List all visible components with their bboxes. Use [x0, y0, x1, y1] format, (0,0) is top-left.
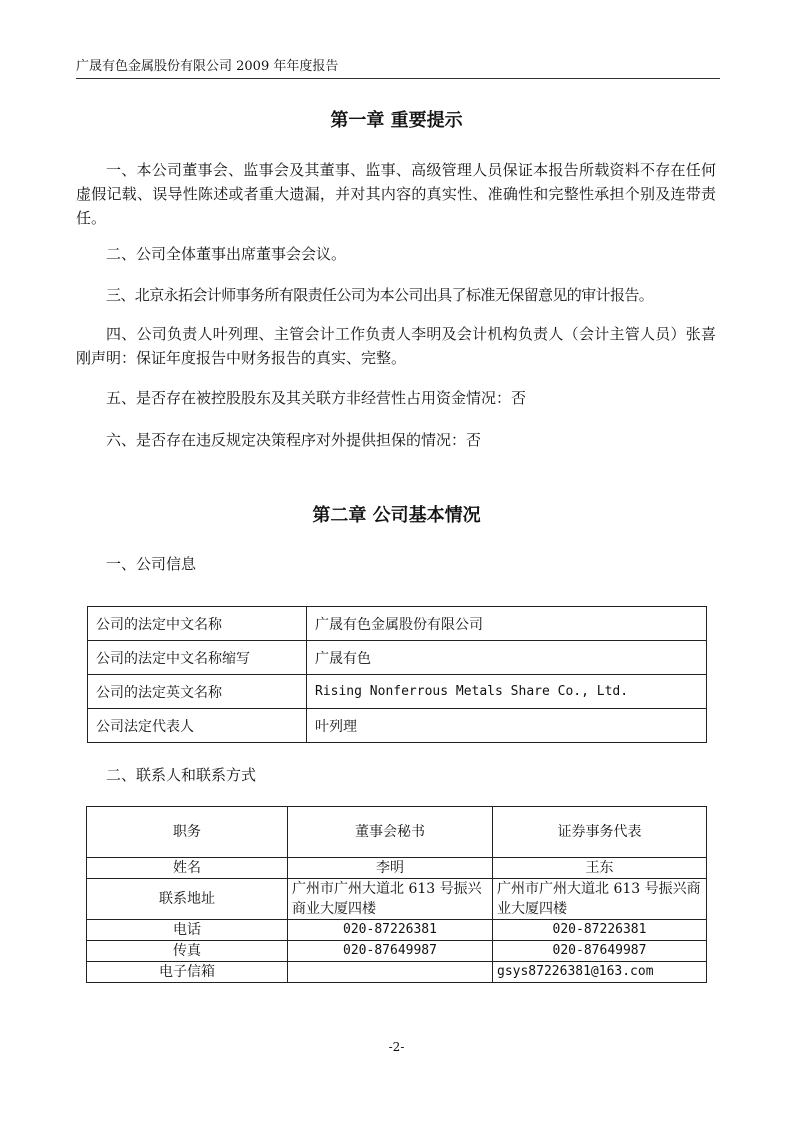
- notice-paragraph-6: 六、是否存在违反规定决策程序对外提供担保的情况：否: [106, 431, 482, 449]
- column-header: 职务: [87, 807, 288, 858]
- table-cell: 李明: [288, 858, 493, 879]
- contact-table: [86, 806, 707, 983]
- row-label: 联系地址: [87, 879, 288, 920]
- table-cell: 王东: [493, 858, 707, 879]
- info-value: 广晟有色: [307, 641, 707, 675]
- table-cell: 广州市广州大道北 613 号振兴商业大厦四楼: [288, 879, 493, 920]
- company-info-heading: 一、公司信息: [106, 555, 197, 573]
- page-number: -2-: [388, 1040, 405, 1054]
- notice-paragraph-5: 五、是否存在被控股股东及其关联方非经营性占用资金情况：否: [106, 389, 527, 407]
- table-cell: gsys87226381@163.com: [493, 962, 707, 983]
- table-cell: 020-87649987: [288, 941, 493, 962]
- info-value: 叶列理: [307, 709, 707, 743]
- column-header: 证券事务代表: [493, 807, 707, 858]
- row-label: 姓名: [87, 858, 288, 879]
- table-row: [87, 920, 707, 941]
- table-row: [88, 607, 707, 641]
- table-row: [87, 879, 707, 920]
- table-row: [88, 641, 707, 675]
- table-cell: 020-87649987: [493, 941, 707, 962]
- page-header: 广晟有色金属股份有限公司 2009 年年度报告: [76, 56, 720, 79]
- table-row: [87, 962, 707, 983]
- chapter-1-title: 第一章 重要提示: [330, 110, 463, 131]
- notice-paragraph-3: 三、北京永拓会计师事务所有限责任公司为本公司出具了标准无保留意见的审计报告。: [106, 286, 654, 304]
- table-row: [87, 858, 707, 879]
- row-label: 电话: [87, 920, 288, 941]
- info-value: Rising Nonferrous Metals Share Co., Ltd.: [307, 675, 707, 709]
- info-label: 公司的法定中文名称缩写: [88, 641, 307, 675]
- table-cell: 广州市广州大道北 613 号振兴商业大厦四楼: [493, 879, 707, 920]
- info-value: 广晟有色金属股份有限公司: [307, 607, 707, 641]
- table-row: [87, 941, 707, 962]
- table-row: [88, 675, 707, 709]
- notice-paragraph-1: 一、本公司董事会、监事会及其董事、监事、高级管理人员保证本报告所载资料不存在任何虚假记载、误导性陈述或者重大遗漏，并对其内容的真实性、准确性和完整性承担个别及连带责任。: [76, 161, 716, 227]
- notice-paragraph-4: 四、公司负责人叶列理、主管会计工作负责人李明及会计机构负责人（会计主管人员）张喜刚声明：保证年度报告中财务报告的真实、完整。: [76, 325, 716, 367]
- row-label: 电子信箱: [87, 962, 288, 983]
- table-header-row: [87, 807, 707, 858]
- company-info-table: [87, 606, 707, 743]
- info-label: 公司的法定英文名称: [88, 675, 307, 709]
- table-cell: 020-87226381: [493, 920, 707, 941]
- info-label: 公司的法定中文名称: [88, 607, 307, 641]
- table-cell: 020-87226381: [288, 920, 493, 941]
- info-label: 公司法定代表人: [88, 709, 307, 743]
- row-label: 传真: [87, 941, 288, 962]
- table-cell: [288, 962, 493, 983]
- chapter-2-title: 第二章 公司基本情况: [312, 505, 481, 526]
- notice-paragraph-2: 二、公司全体董事出席董事会会议。: [106, 245, 347, 263]
- table-row: [88, 709, 707, 743]
- column-header: 董事会秘书: [288, 807, 493, 858]
- contact-heading: 二、联系人和联系方式: [106, 766, 257, 784]
